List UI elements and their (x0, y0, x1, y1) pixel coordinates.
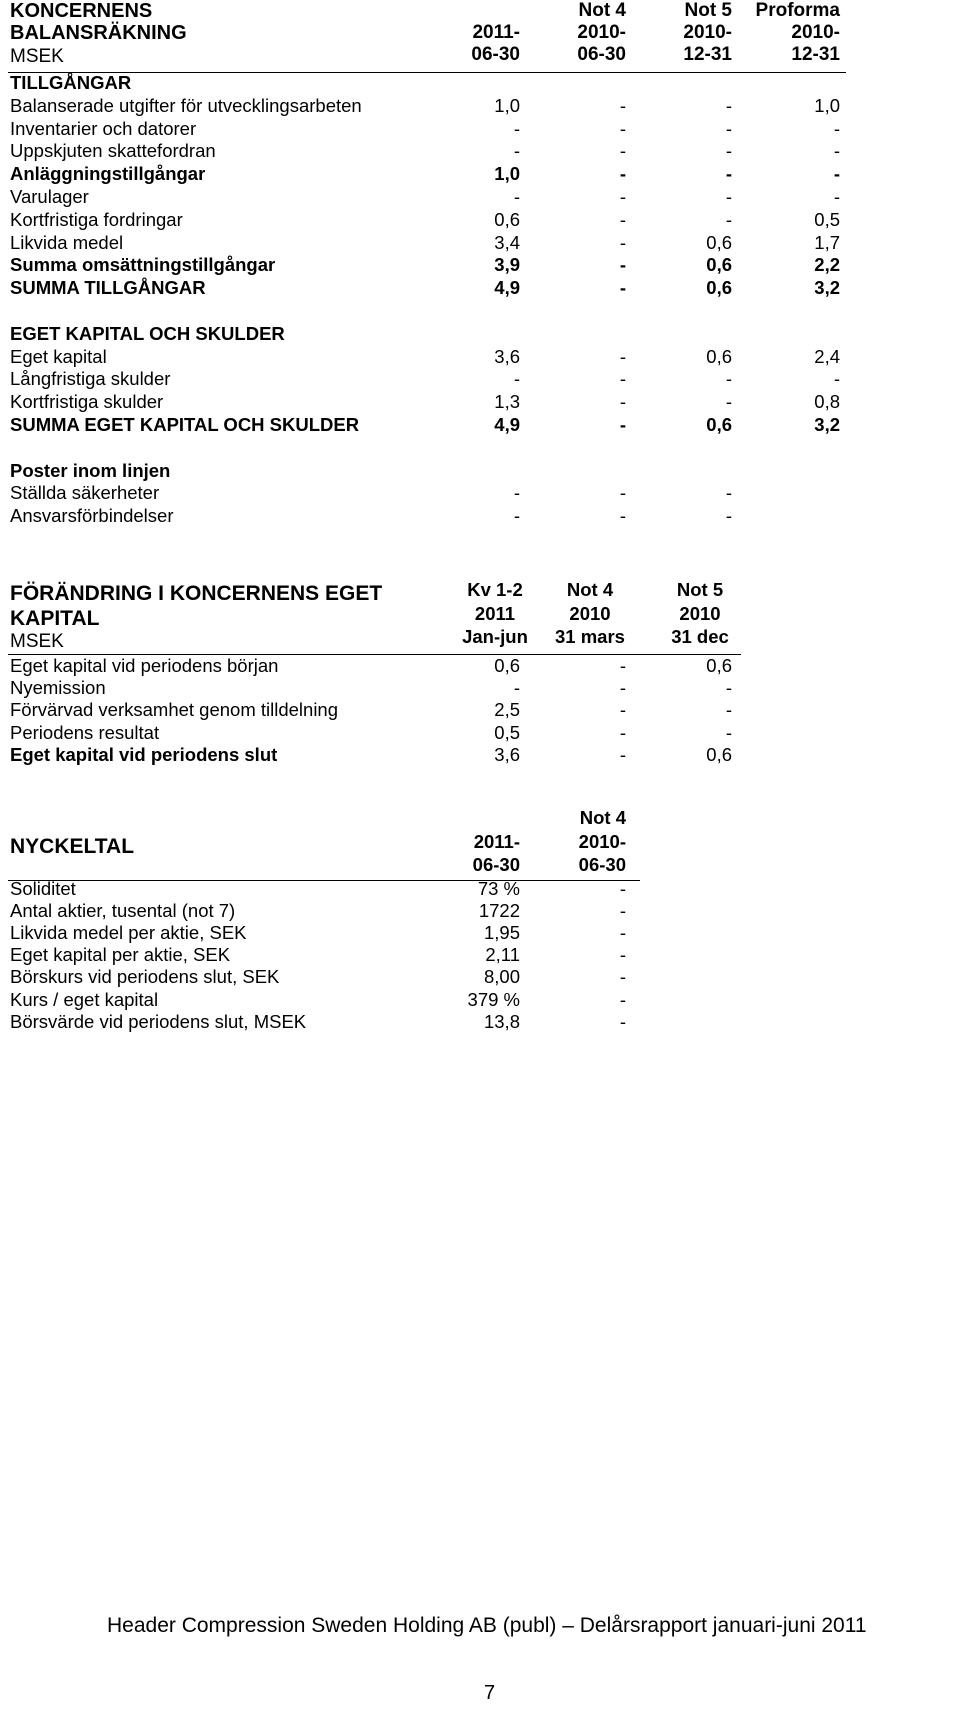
balance-row-value: 0,6 (706, 231, 732, 253)
balance-row-value: 0,6 (494, 208, 520, 230)
ratios-row-value: 2,11 (485, 944, 520, 966)
balance-row-value: - (619, 414, 626, 435)
balance-row-value: - (619, 231, 626, 253)
balance-row-value: 0,6 (706, 414, 732, 435)
equity-col2-line1: Not 4 (566, 579, 614, 600)
balance-row-label: Inventarier och datorer (10, 117, 197, 139)
equity-row-value: 2,5 (494, 699, 520, 721)
balance-row-value: - (619, 186, 626, 207)
ratios-row-value: - (619, 988, 626, 1010)
balance-row-value: - (513, 482, 520, 504)
balance-row-value: 0,8 (814, 391, 840, 413)
balance-row-value: - (725, 186, 732, 207)
ratios-col1-line1: 2011- (473, 831, 520, 852)
balance-row-value: - (725, 482, 732, 504)
ratios-row-value: 1722 (478, 900, 520, 922)
equity-row-value: - (725, 677, 732, 699)
balance-row-label: Balanserade utgifter för utvecklingsarbeten (10, 94, 362, 116)
ratios-row-value: - (619, 878, 626, 899)
equity-row-value: - (725, 721, 732, 743)
balance-row-value: 3,2 (814, 414, 840, 435)
balance-row-value: 2,2 (814, 254, 840, 276)
ratios-row-value: - (619, 944, 626, 966)
balance-row-value: 0,6 (706, 345, 732, 367)
equity-col2-line3: 31 mars (555, 626, 625, 647)
balance-row-value: 1,0 (814, 94, 840, 116)
equity-row-value: 0,5 (494, 721, 520, 743)
balance-row-value: 4,9 (494, 414, 520, 435)
equity-unit: MSEK (10, 631, 64, 652)
balance-row-value: - (833, 368, 840, 390)
balance-row-value: - (725, 117, 732, 139)
equity-row-value: 0,6 (706, 655, 732, 676)
ratios-row-value: - (619, 1010, 626, 1032)
ratios-row-value: - (619, 900, 626, 922)
equity-col3-line1: Not 5 (676, 579, 724, 600)
balance-row-label: Likvida medel (10, 231, 124, 253)
balance-row-label: Anläggningstillgångar (10, 163, 206, 185)
equity-row-value: - (619, 699, 626, 721)
balance-row-label: SUMMA TILLGÅNGAR (10, 277, 206, 299)
equity-row-value: - (725, 699, 732, 721)
ratios-row-label: Börsvärde vid periodens slut, MSEK (10, 1010, 307, 1032)
balance-row-label: SUMMA EGET KAPITAL OCH SKULDER (10, 414, 360, 435)
balance-col2-line1: 2010- (577, 22, 626, 43)
ratios-row-value: 1,95 (483, 922, 520, 944)
balance-row-value: - (725, 505, 732, 527)
equity-row-value: 3,6 (494, 743, 520, 765)
balance-row-value: 0,5 (814, 208, 840, 230)
equity-row-label: Eget kapital vid periodens början (10, 655, 279, 676)
balance-row-value: - (725, 163, 732, 185)
ratios-col2-line1: 2010- (578, 831, 626, 852)
balance-row-value: 0,6 (706, 277, 732, 299)
equity-row-label: Nyemission (10, 677, 106, 699)
equity-col1-line2: 2011 (474, 603, 516, 624)
balance-row-value: 1,0 (494, 94, 520, 116)
balance-row-value: 2,4 (814, 345, 840, 367)
balance-col3-line1: 2010- (683, 22, 732, 43)
equity-col2-line2: 2010 (569, 603, 611, 624)
balance-col4-line1: 2010- (791, 22, 840, 43)
balance-row-value: 3,2 (814, 277, 840, 299)
balance-row-value: - (619, 482, 626, 504)
balance-col1-line1: 2011- (472, 22, 520, 43)
balance-row-label: Kortfristiga skulder (10, 391, 164, 413)
balance-col3-note: Not 5 (684, 0, 732, 21)
balance-row-value: - (833, 163, 840, 185)
balance-row-value: - (619, 163, 626, 185)
ratios-row-value: - (619, 966, 626, 988)
balance-row-label: EGET KAPITAL OCH SKULDER (10, 322, 285, 344)
ratios-row-value: 8,00 (483, 966, 520, 988)
balance-row-label: Eget kapital (10, 345, 107, 367)
balance-row-value: 4,9 (494, 277, 520, 299)
balance-col2-note: Not 4 (578, 0, 626, 21)
balance-row-label: Långfristiga skulder (10, 368, 171, 390)
balance-col3-line2: 12-31 (683, 44, 732, 65)
balance-row-label: Summa omsättningstillgångar (10, 254, 276, 276)
footer-text: Header Compression Sweden Holding AB (publ) – Delårsrapport januari-juni 2011 (107, 1614, 867, 1637)
ratios-row-label: Börskurs vid periodens slut, SEK (10, 966, 280, 988)
balance-row-value: - (725, 368, 732, 390)
equity-col1-line3: Jan-jun (462, 626, 528, 647)
balance-row-value: - (513, 186, 520, 207)
ratios-row-label: Eget kapital per aktie, SEK (10, 944, 231, 966)
equity-row-value: - (619, 743, 626, 765)
equity-col3-line2: 2010 (679, 603, 721, 624)
balance-row-value: - (619, 391, 626, 413)
balance-col1-line2: 06-30 (471, 44, 520, 65)
ratios-title: NYCKELTAL (10, 835, 135, 858)
balance-row-value: 0,6 (706, 254, 732, 276)
equity-col3-line3: 31 dec (671, 626, 729, 647)
balance-col4-note: Proforma (755, 0, 840, 21)
equity-row-value: - (513, 677, 520, 699)
balance-row-value: - (513, 117, 520, 139)
equity-title-line2: KAPITAL (10, 607, 100, 630)
balance-row-label: Poster inom linjen (10, 459, 171, 481)
equity-col1-line1: Kv 1-2 (467, 579, 523, 600)
balance-row-value: 1,3 (494, 391, 520, 413)
balance-col2-line2: 06-30 (577, 44, 626, 65)
equity-row-value: 0,6 (494, 655, 520, 676)
ratios-col1-line2: 06-30 (472, 854, 520, 875)
ratios-row-label: Kurs / eget kapital (10, 988, 159, 1010)
ratios-row-value: - (619, 922, 626, 944)
ratios-row-value: 379 % (467, 988, 520, 1010)
page-number: 7 (484, 1682, 496, 1704)
balance-row-label: Uppskjuten skattefordran (10, 140, 216, 162)
balance-title-line1: KONCERNENS (10, 0, 153, 22)
balance-row-value: - (619, 345, 626, 367)
equity-row-label: Periodens resultat (10, 721, 160, 743)
balance-row-label: Ställda säkerheter (10, 482, 160, 504)
balance-row-value: - (725, 94, 732, 116)
balance-unit: MSEK (10, 46, 64, 67)
balance-row-value: - (619, 254, 626, 276)
balance-row-value: - (513, 505, 520, 527)
balance-row-label: Kortfristiga fordringar (10, 208, 183, 230)
balance-row-value: - (619, 208, 626, 230)
equity-row-value: - (619, 655, 626, 676)
balance-row-value: - (513, 368, 520, 390)
balance-row-value: - (833, 117, 840, 139)
balance-row-label: Ansvarsförbindelser (10, 505, 174, 527)
balance-row-value: - (619, 505, 626, 527)
balance-row-value: - (619, 277, 626, 299)
balance-row-value: - (619, 94, 626, 116)
equity-row-value: 0,6 (706, 743, 732, 765)
balance-row-value: - (833, 140, 840, 162)
balance-title-line2: BALANSRÄKNING (10, 22, 187, 44)
balance-row-value: 3,6 (494, 345, 520, 367)
ratios-row-label: Antal aktier, tusental (not 7) (10, 900, 236, 922)
ratios-col2-line2: 06-30 (578, 854, 626, 875)
balance-row-value: 3,4 (494, 231, 520, 253)
balance-row-value: - (619, 368, 626, 390)
equity-row-label: Förvärvad verksamhet genom tilldelning (10, 699, 339, 721)
balance-row-value: - (513, 140, 520, 162)
equity-row-value: - (619, 721, 626, 743)
equity-row-label: Eget kapital vid periodens slut (10, 743, 278, 765)
balance-row-label: Varulager (10, 186, 89, 207)
balance-row-value: - (619, 140, 626, 162)
balance-row-value: - (725, 140, 732, 162)
balance-row-value: - (725, 391, 732, 413)
ratios-row-value: 73 % (477, 878, 520, 899)
balance-header-rule (8, 72, 846, 73)
ratios-row-label: Soliditet (10, 878, 76, 899)
balance-row-label: TILLGÅNGAR (10, 72, 132, 93)
balance-row-value: - (725, 208, 732, 230)
balance-col4-line2: 12-31 (791, 44, 840, 65)
balance-row-value: - (833, 186, 840, 207)
balance-row-value: 1,7 (814, 231, 840, 253)
ratios-col2-note: Not 4 (579, 807, 626, 828)
equity-row-value: - (619, 677, 626, 699)
ratios-row-value: 13,8 (483, 1010, 520, 1032)
balance-row-value: 1,0 (494, 163, 520, 185)
balance-row-value: - (619, 117, 626, 139)
ratios-row-label: Likvida medel per aktie, SEK (10, 922, 247, 944)
equity-title-line1: FÖRÄNDRING I KONCERNENS EGET (10, 582, 383, 605)
balance-row-value: 3,9 (494, 254, 520, 276)
